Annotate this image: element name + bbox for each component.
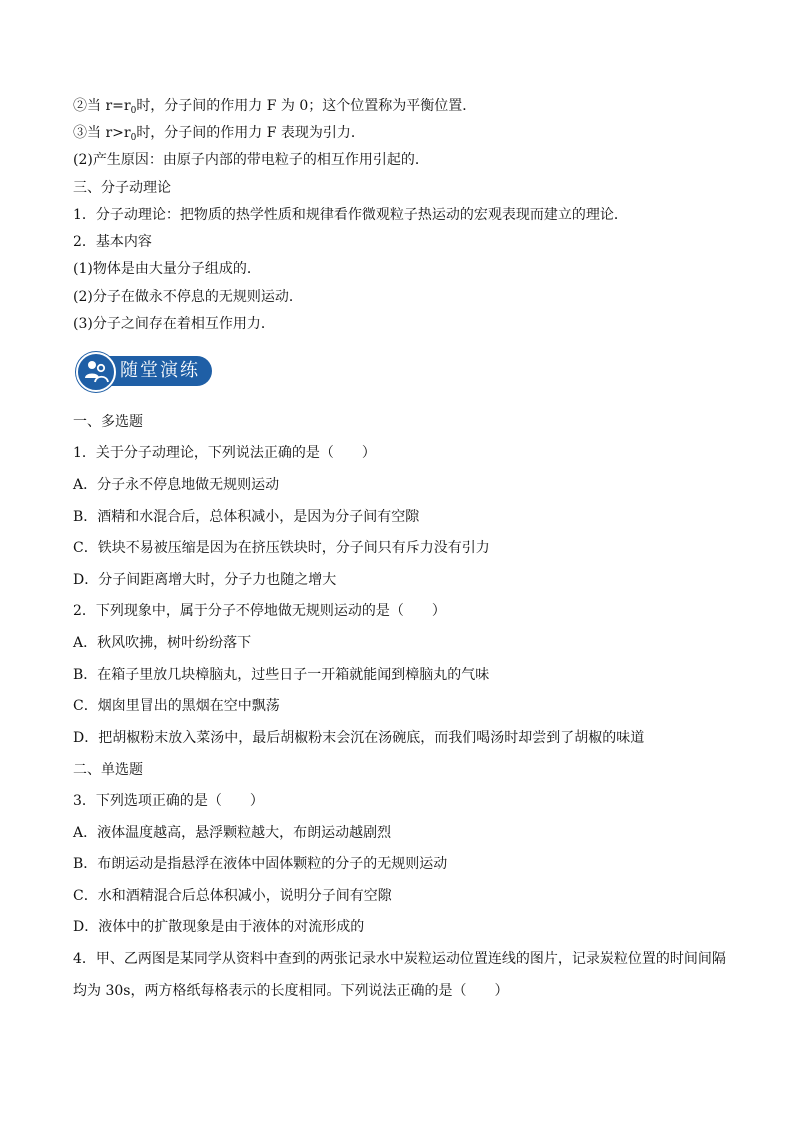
intro-line-2-b: 时，分子间的作用力 F 表现为引力． bbox=[136, 125, 365, 141]
q1-option-b: B．酒精和水混合后，总体积减小，是因为分子间有空隙 bbox=[73, 509, 420, 525]
section-title-single: 二、单选题 bbox=[73, 762, 143, 778]
intro-line-2-a: ③当 r>r bbox=[73, 125, 131, 141]
q3-option-b: B．布朗运动是指悬浮在液体中固体颗粒的分子的无规则运动 bbox=[73, 856, 448, 872]
q3-option-a: A．液体温度越高，悬浮颗粒越大，布朗运动越剧烈 bbox=[73, 825, 392, 841]
people-icon bbox=[76, 352, 116, 392]
q1-option-c: C．铁块不易被压缩是因为在挤压铁块时，分子间只有斥力没有引力 bbox=[73, 540, 490, 556]
r0-subscript: 0 bbox=[130, 106, 137, 116]
section-title-multi: 一、多选题 bbox=[73, 414, 143, 430]
q1-option-d: D．分子间距离增大时，分子力也随之增大 bbox=[73, 572, 337, 588]
intro-line-1 bbox=[73, 96, 476, 121]
q2-stem: 2．下列现象中，属于分子不停地做无规则运动的是（ ） bbox=[73, 603, 446, 619]
q3-stem: 3．下列选项正确的是（ ） bbox=[73, 793, 264, 809]
q3-option-d: D．液体中的扩散现象是由于液体的对流形成的 bbox=[73, 919, 365, 935]
q2-option-b: B．在箱子里放几块樟脑丸，过些日子一开箱就能闻到樟脑丸的气味 bbox=[73, 667, 490, 683]
r0-subscript: 0 bbox=[130, 133, 137, 143]
intro-line-2 bbox=[73, 123, 365, 148]
q3-option-c: C．水和酒精混合后总体积减小，说明分子间有空隙 bbox=[73, 888, 392, 904]
q1-option-a: A．分子永不停息地做无规则运动 bbox=[73, 477, 280, 493]
intro-line-7: (1)物体是由大量分子组成的． bbox=[73, 261, 261, 277]
q2-option-a: A．秋风吹拂，树叶纷纷落下 bbox=[73, 635, 252, 651]
intro-line-3: (2)产生原因：由原子内部的带电粒子的相互作用引起的． bbox=[73, 152, 429, 168]
practice-badge bbox=[76, 352, 214, 390]
intro-line-9: (3)分子之间存在着相互作用力． bbox=[73, 316, 275, 332]
section-heading-kinetic-theory: 三、分子动理论 bbox=[73, 180, 171, 196]
intro-line-1-b: 时，分子间的作用力 F 为 0；这个位置称为平衡位置． bbox=[136, 98, 477, 114]
q2-option-d: D．把胡椒粉末放入菜汤中，最后胡椒粉末会沉在汤碗底，而我们喝汤时却尝到了胡椒的味道 bbox=[73, 730, 645, 746]
intro-line-5: 1．分子动理论：把物质的热学性质和规律看作微观粒子热运动的宏观表现而建立的理论． bbox=[73, 207, 628, 223]
intro-line-6: 2．基本内容 bbox=[73, 234, 152, 250]
intro-line-8: (2)分子在做永不停息的无规则运动． bbox=[73, 289, 303, 305]
q2-option-c: C．烟囱里冒出的黑烟在空中飘荡 bbox=[73, 698, 280, 714]
intro-line-1-a: ②当 r=r bbox=[73, 98, 131, 114]
q1-stem: 1．关于分子动理论，下列说法正确的是（ ） bbox=[73, 445, 376, 461]
badge-label: 随堂演练 bbox=[120, 360, 200, 381]
q4-stem: 4．甲、乙两图是某同学从资料中查到的两张记录水中炭粒运动位置连线的图片，记录炭粒位置的时间间隔均为 30s，两方格纸每格表示的长度相同。下列说法正确的是（ ） bbox=[73, 951, 726, 999]
